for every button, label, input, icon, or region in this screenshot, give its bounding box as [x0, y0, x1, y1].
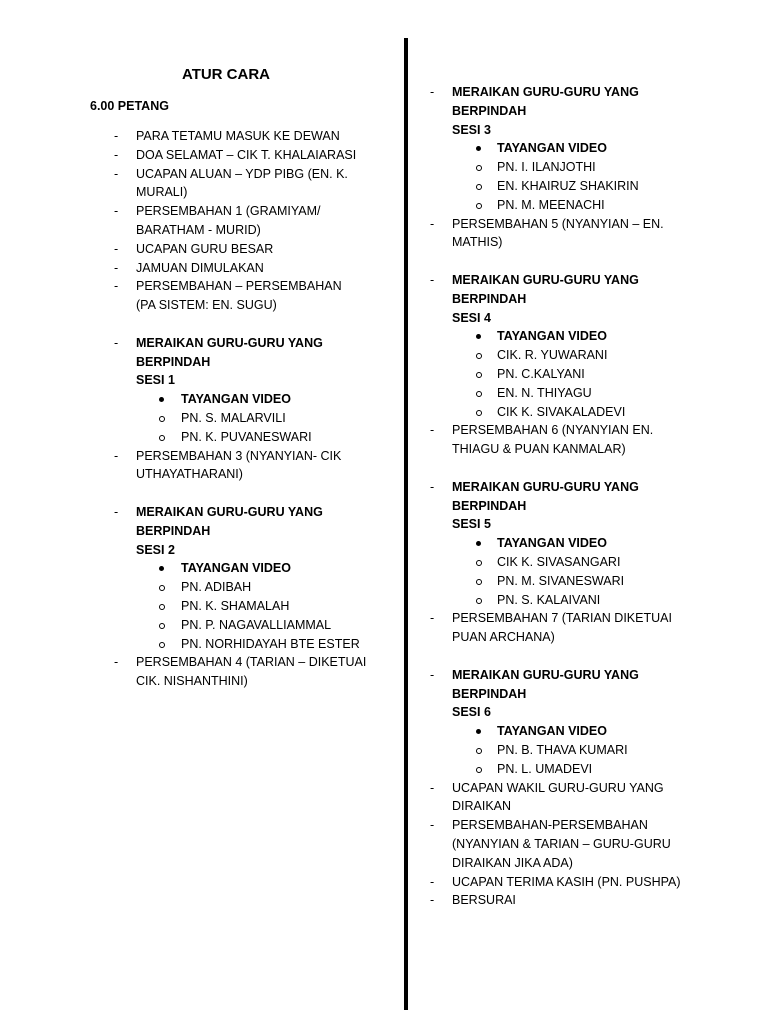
dash-marker: - [430, 893, 435, 908]
bullet-circle-icon [159, 585, 165, 591]
dash-marker: - [114, 655, 119, 670]
dash-marker: - [114, 166, 119, 181]
dash-marker: - [430, 818, 435, 833]
bullet-circle-icon [476, 391, 482, 397]
teacher-name: PN. I. ILANJOTHI [497, 160, 596, 175]
section-heading-line: BERPINDAH [136, 523, 211, 538]
section-heading-line: BERPINDAH [452, 498, 527, 513]
video-label: TAYANGAN VIDEO [181, 392, 291, 407]
section-heading-line: SESI 4 [452, 310, 491, 325]
section-heading-line: BERPINDAH [136, 354, 211, 369]
bullet-circle-icon [159, 642, 165, 648]
event-time: 6.00 PETANG [90, 99, 169, 113]
dash-marker: - [430, 273, 435, 287]
dash-marker: - [114, 260, 119, 275]
agenda-item-line: MURALI) [136, 185, 188, 200]
agenda-item-line: PARA TETAMU MASUK KE DEWAN [136, 129, 340, 143]
dash-marker: - [114, 505, 119, 519]
agenda-item-line: PERSEMBAHAN 5 (NYANYIAN – EN. [452, 216, 664, 231]
bullet-circle-icon [476, 748, 482, 754]
agenda-item-line: PERSEMBAHAN 3 (NYANYIAN- CIK [136, 448, 342, 463]
section-heading-line: SESI 2 [136, 542, 175, 557]
section-heading-line: MERAIKAN GURU-GURU YANG [136, 505, 323, 519]
teacher-name: CIK K. SIVAKALADEVI [497, 404, 626, 419]
section-heading-line: SESI 3 [452, 122, 491, 137]
bullet-circle-icon [476, 767, 482, 773]
agenda-item-line: UTHAYATHARANI) [136, 467, 243, 482]
agenda-item-line: PERSEMBAHAN – PERSEMBAHAN [136, 279, 342, 294]
bullet-dot-icon [476, 334, 481, 339]
teacher-name: PN. K. PUVANESWARI [181, 429, 312, 444]
agenda-item-line: DIRAIKAN JIKA ADA) [452, 855, 573, 870]
bullet-circle-icon [476, 203, 482, 209]
bullet-dot-icon [476, 729, 481, 734]
bullet-circle-icon [476, 579, 482, 585]
agenda-item-line: PUAN ARCHANA) [452, 630, 555, 645]
column-divider [404, 38, 408, 1010]
section-heading-line: MERAIKAN GURU-GURU YANG [452, 85, 639, 99]
dash-marker: - [430, 874, 435, 889]
section-heading-line: MERAIKAN GURU-GURU YANG [452, 273, 639, 287]
dash-marker: - [114, 241, 119, 256]
teacher-name: EN. N. THIYAGU [497, 385, 592, 400]
dash-marker: - [114, 448, 119, 463]
bullet-circle-icon [159, 416, 165, 422]
section-heading-line: MERAIKAN GURU-GURU YANG [136, 335, 323, 350]
agenda-item-line: PERSEMBAHAN 1 (GRAMIYAM/ [136, 204, 321, 219]
teacher-name: CIK K. SIVASANGARI [497, 555, 621, 569]
teacher-name: PN. C.KALYANI [497, 367, 585, 381]
dash-marker: - [430, 423, 435, 438]
video-label: TAYANGAN VIDEO [181, 561, 291, 576]
teacher-name: EN. KHAIRUZ SHAKIRIN [497, 179, 639, 193]
dash-marker: - [114, 279, 119, 294]
bullet-circle-icon [476, 353, 482, 359]
agenda-item-line: PERSEMBAHAN-PERSEMBAHAN [452, 818, 648, 833]
agenda-item-line: PERSEMBAHAN 4 (TARIAN – DIKETUAI [136, 655, 367, 670]
teacher-name: PN. NORHIDAYAH BTE ESTER [181, 636, 360, 651]
teacher-name: CIK. R. YUWARANI [497, 348, 608, 363]
teacher-name: PN. M. MEENACHI [497, 197, 605, 212]
dash-marker: - [430, 611, 435, 626]
section-heading-line: SESI 6 [452, 705, 491, 720]
bullet-dot-icon [476, 541, 481, 546]
teacher-name: PN. K. SHAMALAH [181, 599, 290, 613]
section-heading-line: BERPINDAH [452, 686, 527, 701]
bullet-circle-icon [476, 184, 482, 190]
bullet-circle-icon [476, 372, 482, 378]
section-heading-line: SESI 5 [452, 517, 491, 532]
video-label: TAYANGAN VIDEO [497, 536, 607, 551]
agenda-item-line: PERSEMBAHAN 7 (TARIAN DIKETUAI [452, 611, 672, 626]
agenda-item-line: UCAPAN TERIMA KASIH (PN. PUSHPA) [452, 874, 681, 889]
bullet-circle-icon [476, 165, 482, 171]
teacher-name: PN. B. THAVA KUMARI [497, 743, 628, 757]
bullet-circle-icon [476, 598, 482, 604]
section-heading-line: MERAIKAN GURU-GURU YANG [452, 479, 639, 494]
section-heading-line: BERPINDAH [452, 291, 527, 306]
video-label: TAYANGAN VIDEO [497, 329, 607, 344]
teacher-name: PN. L. UMADEVI [497, 761, 593, 776]
section-heading-line: SESI 1 [136, 373, 175, 388]
section-heading-line: BERPINDAH [452, 103, 527, 118]
bullet-dot-icon [159, 566, 164, 571]
agenda-item-line: DOA SELAMAT – CIK T. KHALAIARASI [136, 147, 357, 162]
agenda-item-line: UCAPAN WAKIL GURU-GURU YANG [452, 780, 664, 795]
teacher-name: PN. S. MALARVILI [181, 411, 286, 425]
dash-marker: - [430, 780, 435, 795]
bullet-dot-icon [476, 146, 481, 151]
dash-marker: - [114, 335, 119, 350]
teacher-name: PN. S. KALAIVANI [497, 592, 601, 607]
agenda-item-line: (NYANYIAN & TARIAN – GURU-GURU [452, 837, 671, 851]
agenda-item-line: CIK. NISHANTHINI) [136, 674, 248, 689]
bullet-circle-icon [159, 604, 165, 610]
teacher-name: PN. M. SIVANESWARI [497, 573, 625, 588]
dash-marker: - [430, 667, 435, 682]
agenda-item-line: JAMUAN DIMULAKAN [136, 260, 264, 275]
bullet-circle-icon [476, 560, 482, 566]
bullet-circle-icon [159, 623, 165, 629]
dash-marker: - [430, 479, 435, 494]
dash-marker: - [114, 129, 119, 143]
bullet-circle-icon [476, 410, 482, 416]
bullet-dot-icon [159, 397, 164, 402]
agenda-item-line: (PA SISTEM: EN. SUGU) [136, 298, 277, 313]
agenda-item-line: BARATHAM - MURID) [136, 223, 261, 237]
dash-marker: - [430, 216, 435, 231]
dash-marker: - [114, 204, 119, 219]
agenda-item-line: MATHIS) [452, 235, 503, 250]
teacher-name: PN. P. NAGAVALLIAMMAL [181, 617, 332, 632]
video-label: TAYANGAN VIDEO [497, 141, 607, 156]
section-heading-line: MERAIKAN GURU-GURU YANG [452, 667, 639, 682]
dash-marker: - [114, 147, 119, 162]
agenda-item-line: PERSEMBAHAN 6 (NYANYIAN EN. [452, 423, 654, 438]
bullet-circle-icon [159, 435, 165, 441]
agenda-item-line: THIAGU & PUAN KANMALAR) [452, 442, 626, 457]
dash-marker: - [430, 85, 435, 99]
agenda-item-line: UCAPAN ALUAN – YDP PIBG (EN. K. [136, 166, 348, 181]
page-title: ATUR CARA [181, 66, 271, 83]
agenda-item-line: BERSURAI [452, 893, 516, 908]
video-label: TAYANGAN VIDEO [497, 724, 607, 739]
agenda-item-line: UCAPAN GURU BESAR [136, 241, 274, 256]
agenda-item-line: DIRAIKAN [452, 799, 512, 814]
teacher-name: PN. ADIBAH [181, 580, 252, 595]
